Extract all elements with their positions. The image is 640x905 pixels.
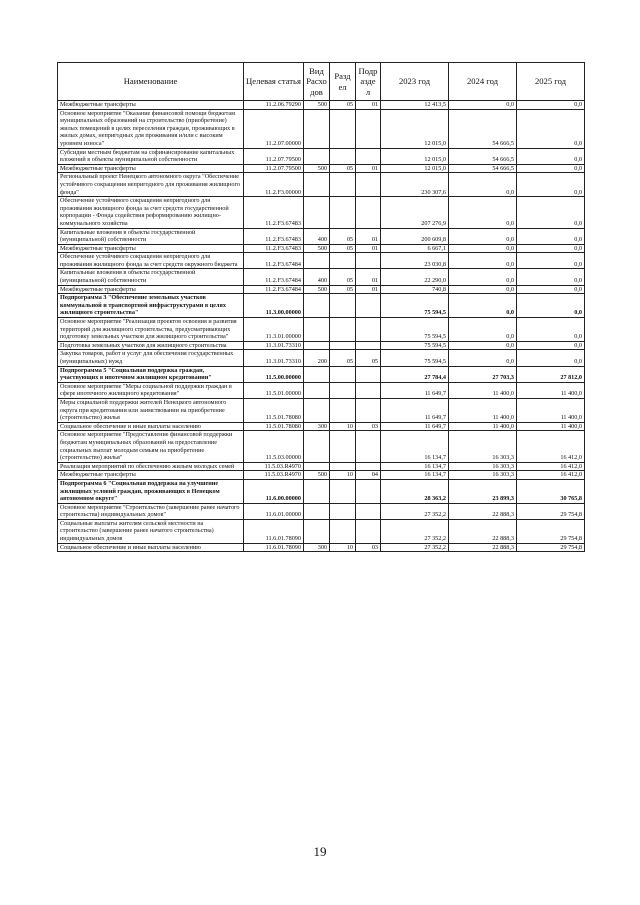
row-section-cell: 05 (330, 350, 356, 366)
row-target-article-cell: 11.3.01.73310 (244, 350, 304, 366)
table-row (58, 462, 585, 471)
row-target-article-cell: 11.2.07.00000 (244, 109, 304, 148)
row-subsection-cell (356, 197, 381, 228)
row-year-2023-cell: 11 649,7 (381, 422, 449, 431)
row-subsection-cell (356, 366, 381, 382)
table-row (58, 285, 585, 294)
row-subsection-cell (356, 173, 381, 197)
row-expense-type-cell (304, 109, 330, 148)
row-year-2023-cell: 75 594,5 (381, 350, 449, 366)
row-year-2025-cell: 0,0 (517, 101, 585, 110)
row-year-2025-cell: 0,0 (517, 269, 585, 285)
row-year-2025-cell: 16 412,0 (517, 462, 585, 471)
row-year-2023-cell: 22 290,0 (381, 269, 449, 285)
row-year-2023-cell: 75 594,5 (381, 318, 449, 342)
row-name-cell: Обеспечение устойчивого сокращения непригодного для проживания жилищного фонда за счет средств государственной корпорации - Фонда содействия реформированию жилищно-коммунального хозяйства (58, 197, 244, 228)
row-year-2023-cell: 75 594,5 (381, 341, 449, 350)
row-target-article-cell: 11.2.07.79500 (244, 148, 304, 164)
row-year-2023-cell: 12 413,5 (381, 101, 449, 110)
budget-table-sheet (57, 62, 584, 552)
row-year-2023-cell: 11 649,7 (381, 398, 449, 422)
row-section-cell: 05 (330, 164, 356, 173)
row-section-cell (330, 479, 356, 503)
row-expense-type-cell (304, 398, 330, 422)
row-year-2024-cell: 11 400,0 (449, 382, 517, 398)
row-subsection-cell: 01 (356, 285, 381, 294)
row-target-article-cell: 11.2.F3.67484 (244, 285, 304, 294)
row-target-article-cell: 11.3.00.00000 (244, 294, 304, 318)
row-section-cell (330, 503, 356, 519)
row-target-article-cell: 11.3.01.73310 (244, 341, 304, 350)
row-expense-type-cell: 400 (304, 269, 330, 285)
row-target-article-cell: 11.5.03.R4970 (244, 471, 304, 480)
row-target-article-cell: 11.2.F3.67484 (244, 253, 304, 269)
row-name-cell: Подготовка земельных участков для жилищного строительства (58, 341, 244, 350)
row-expense-type-cell (304, 431, 330, 462)
row-expense-type-cell (304, 382, 330, 398)
row-subsection-cell (356, 341, 381, 350)
row-target-article-cell: 11.5.00.00000 (244, 366, 304, 382)
row-subsection-cell (356, 109, 381, 148)
row-year-2024-cell: 22 888,3 (449, 503, 517, 519)
table-row (58, 382, 585, 398)
row-subsection-cell: 04 (356, 471, 381, 480)
row-target-article-cell: 11.6.01.00000 (244, 503, 304, 519)
row-target-article-cell: 11.5.01.78080 (244, 398, 304, 422)
row-year-2025-cell: 0,0 (517, 341, 585, 350)
header-expense-type: Вид Расхо дов (304, 63, 330, 101)
row-expense-type-cell (304, 366, 330, 382)
row-year-2024-cell: 0,0 (449, 294, 517, 318)
row-year-2023-cell: 12 015,0 (381, 109, 449, 148)
row-section-cell: 05 (330, 285, 356, 294)
row-subsection-cell (356, 318, 381, 342)
row-name-cell: Реализация мероприятий по обеспечению жильем молодых семей (58, 462, 244, 471)
row-expense-type-cell (304, 197, 330, 228)
row-subsection-cell: 03 (356, 422, 381, 431)
row-target-article-cell: 11.2.F3.00000 (244, 173, 304, 197)
row-year-2024-cell: 23 899,3 (449, 479, 517, 503)
row-name-cell: Подпрограмма 3 "Обеспечение земельных участков коммунальной и транспортной инфраструктурами в целях жилищного строительства" (58, 294, 244, 318)
row-section-cell (330, 197, 356, 228)
row-year-2024-cell: 0,0 (449, 173, 517, 197)
row-year-2024-cell: 0,0 (449, 197, 517, 228)
row-name-cell: Подпрограмма 5 "Социальная поддержка граждан, участвующих в ипотечном жилищном кредитовании" (58, 366, 244, 382)
row-section-cell: 05 (330, 101, 356, 110)
row-year-2024-cell: 0,0 (449, 253, 517, 269)
row-name-cell: Межбюджетные трансферты (58, 101, 244, 110)
row-expense-type-cell (304, 148, 330, 164)
row-target-article-cell: 11.2.F3.67483 (244, 244, 304, 253)
row-name-cell: Субсидии местным бюджетам на софинансирование капитальных вложений в объекты муниципальной собственности (58, 148, 244, 164)
table-row (58, 318, 585, 342)
row-year-2024-cell: 11 400,0 (449, 398, 517, 422)
row-year-2024-cell: 0,0 (449, 101, 517, 110)
row-name-cell: Межбюджетные трансферты (58, 471, 244, 480)
row-name-cell: Капитальные вложения в объекты государственной (муниципальной) собственности (58, 269, 244, 285)
table-row (58, 503, 585, 519)
row-subsection-cell (356, 253, 381, 269)
row-target-article-cell: 11.2.F3.67483 (244, 228, 304, 244)
row-target-article-cell: 11.5.03.00000 (244, 431, 304, 462)
row-subsection-cell (356, 431, 381, 462)
row-name-cell: Меры социальной поддержки жителей Ненецкого автономного округа при кредитовании или заимствовании на приобретение (строительство) жилья (58, 398, 244, 422)
row-target-article-cell: 11.6.01.78090 (244, 519, 304, 543)
row-year-2023-cell: 27 352,2 (381, 503, 449, 519)
row-year-2025-cell: 0,0 (517, 164, 585, 173)
row-section-cell: 05 (330, 244, 356, 253)
row-year-2023-cell: 23 030,8 (381, 253, 449, 269)
table-row (58, 543, 585, 552)
row-target-article-cell: 11.6.00.00000 (244, 479, 304, 503)
row-year-2023-cell: 27 352,2 (381, 543, 449, 552)
table-row (58, 431, 585, 462)
row-year-2024-cell: 22 888,3 (449, 543, 517, 552)
row-name-cell: Региональный проект Ненецкого автономного округа "Обеспечение устойчивого сокращения непригодного для проживания жилищного фонда" (58, 173, 244, 197)
row-year-2023-cell: 12 015,0 (381, 164, 449, 173)
table-row (58, 366, 585, 382)
row-name-cell: Социальное обеспечение и иные выплаты населению (58, 543, 244, 552)
row-section-cell (330, 382, 356, 398)
row-expense-type-cell: 200 (304, 350, 330, 366)
row-year-2025-cell: 0,0 (517, 244, 585, 253)
row-subsection-cell: 01 (356, 164, 381, 173)
row-year-2025-cell: 0,0 (517, 109, 585, 148)
row-year-2023-cell: 200 609,8 (381, 228, 449, 244)
row-section-cell (330, 341, 356, 350)
row-year-2023-cell: 16 134,7 (381, 431, 449, 462)
row-name-cell: Капитальные вложения в объекты государственной (муниципальной) собственности (58, 228, 244, 244)
row-year-2024-cell: 54 666,5 (449, 164, 517, 173)
row-expense-type-cell (304, 253, 330, 269)
row-name-cell: Основное мероприятие "Предоставление финансовой поддержки бюджетам муниципальных образований на предоставление социальных выплат молодым семьям на приобретение (строительство) жилья" (58, 431, 244, 462)
table-row (58, 148, 585, 164)
row-section-cell (330, 431, 356, 462)
row-target-article-cell: 11.2.06.79290 (244, 101, 304, 110)
row-section-cell (330, 148, 356, 164)
row-year-2025-cell: 11 400,0 (517, 398, 585, 422)
row-name-cell: Основное мероприятие "Строительство (завершение ранее начатого строительства) индивидуальных домов" (58, 503, 244, 519)
row-year-2024-cell: 11 400,0 (449, 422, 517, 431)
row-subsection-cell: 03 (356, 543, 381, 552)
row-year-2024-cell: 0,0 (449, 228, 517, 244)
budget-table (57, 62, 585, 552)
row-year-2024-cell: 16 303,3 (449, 431, 517, 462)
row-year-2025-cell: 29 754,8 (517, 519, 585, 543)
row-subsection-cell (356, 398, 381, 422)
row-expense-type-cell (304, 462, 330, 471)
row-target-article-cell: 11.2.F3.67483 (244, 197, 304, 228)
row-target-article-cell: 11.2.07.79500 (244, 164, 304, 173)
table-row (58, 269, 585, 285)
row-year-2025-cell: 0,0 (517, 197, 585, 228)
row-year-2023-cell: 27 352,2 (381, 519, 449, 543)
row-subsection-cell (356, 148, 381, 164)
row-name-cell: Основное мероприятие "Меры социальной поддержки граждан в сфере ипотечного жилищного кредитования" (58, 382, 244, 398)
row-subsection-cell: 01 (356, 228, 381, 244)
row-year-2024-cell: 54 666,5 (449, 148, 517, 164)
table-row (58, 228, 585, 244)
row-expense-type-cell: 500 (304, 101, 330, 110)
row-section-cell (330, 462, 356, 471)
row-year-2024-cell: 16 303,3 (449, 462, 517, 471)
row-year-2025-cell: 27 812,0 (517, 366, 585, 382)
row-subsection-cell (356, 479, 381, 503)
row-section-cell: 10 (330, 543, 356, 552)
row-target-article-cell: 11.5.03.R4970 (244, 462, 304, 471)
row-year-2024-cell: 27 703,3 (449, 366, 517, 382)
row-year-2023-cell: 11 649,7 (381, 382, 449, 398)
row-year-2025-cell: 0,0 (517, 173, 585, 197)
row-year-2024-cell: 54 666,5 (449, 109, 517, 148)
row-year-2023-cell: 75 594,5 (381, 294, 449, 318)
row-year-2025-cell: 16 412,0 (517, 471, 585, 480)
row-subsection-cell (356, 294, 381, 318)
table-row (58, 294, 585, 318)
row-expense-type-cell: 500 (304, 244, 330, 253)
row-expense-type-cell (304, 341, 330, 350)
row-section-cell (330, 398, 356, 422)
row-year-2025-cell: 0,0 (517, 228, 585, 244)
row-subsection-cell: 01 (356, 269, 381, 285)
header-name: Наименование (58, 63, 244, 101)
row-name-cell: Обеспечение устойчивого сокращения непригодного для проживания жилищного фонда за счет средств окружного бюджета (58, 253, 244, 269)
row-year-2025-cell: 0,0 (517, 318, 585, 342)
header-year-2024: 2024 год (449, 63, 517, 101)
row-year-2024-cell: 0,0 (449, 341, 517, 350)
row-section-cell (330, 173, 356, 197)
row-year-2023-cell: 6 667,1 (381, 244, 449, 253)
row-name-cell: Социальные выплаты жителям сельской местности на строительство (завершение ранее начатого строительства) индивидуальных домов (58, 519, 244, 543)
row-name-cell: Социальное обеспечение и иные выплаты населению (58, 422, 244, 431)
row-expense-type-cell: 500 (304, 164, 330, 173)
row-section-cell (330, 253, 356, 269)
row-expense-type-cell: 500 (304, 285, 330, 294)
row-section-cell: 05 (330, 269, 356, 285)
row-expense-type-cell: 500 (304, 471, 330, 480)
row-year-2024-cell: 0,0 (449, 269, 517, 285)
row-target-article-cell: 11.6.01.78090 (244, 543, 304, 552)
row-subsection-cell: 01 (356, 101, 381, 110)
table-row (58, 244, 585, 253)
table-row (58, 341, 585, 350)
row-expense-type-cell (304, 173, 330, 197)
row-name-cell: Основное мероприятие "Оказание финансовой помощи бюджетам муниципальных образований на строительство (приобретение) жилых помещений в целях переселения граждан, проживающих в жилых домах, непригодных для проживания и/или с высоким уровнем износа" (58, 109, 244, 148)
row-section-cell: 05 (330, 228, 356, 244)
row-year-2024-cell: 0,0 (449, 318, 517, 342)
table-row (58, 101, 585, 110)
row-section-cell: 10 (330, 422, 356, 431)
row-expense-type-cell (304, 294, 330, 318)
table-row (58, 109, 585, 148)
row-target-article-cell: 11.5.01.00000 (244, 382, 304, 398)
header-year-2023: 2023 год (381, 63, 449, 101)
row-year-2023-cell: 230 307,6 (381, 173, 449, 197)
row-year-2023-cell: 12 015,0 (381, 148, 449, 164)
table-row (58, 422, 585, 431)
row-name-cell: Основное мероприятие "Реализация проектов освоения и развития территорий для жилищного строительства, предусматривающих подготовку земельных участков для жилищного строительства" (58, 318, 244, 342)
row-subsection-cell (356, 382, 381, 398)
row-name-cell: Межбюджетные трансферты (58, 285, 244, 294)
row-expense-type-cell (304, 503, 330, 519)
row-year-2025-cell: 29 754,8 (517, 543, 585, 552)
row-name-cell: Межбюджетные трансферты (58, 244, 244, 253)
header-year-2025: 2025 год (517, 63, 585, 101)
row-year-2025-cell: 16 412,0 (517, 431, 585, 462)
row-name-cell: Межбюджетные трансферты (58, 164, 244, 173)
row-subsection-cell: 05 (356, 350, 381, 366)
row-expense-type-cell (304, 519, 330, 543)
row-year-2025-cell: 0,0 (517, 253, 585, 269)
table-row (58, 479, 585, 503)
table-row (58, 197, 585, 228)
row-subsection-cell (356, 519, 381, 543)
row-year-2025-cell: 29 754,8 (517, 503, 585, 519)
row-expense-type-cell: 300 (304, 422, 330, 431)
row-year-2023-cell: 16 134,7 (381, 471, 449, 480)
row-year-2024-cell: 0,0 (449, 244, 517, 253)
header-section: Разд ел (330, 63, 356, 101)
row-year-2025-cell: 0,0 (517, 294, 585, 318)
table-row (58, 350, 585, 366)
table-row (58, 253, 585, 269)
row-section-cell: 10 (330, 471, 356, 480)
row-year-2025-cell: 11 400,0 (517, 422, 585, 431)
header-subsection: Подр азде л (356, 63, 381, 101)
table-row (58, 173, 585, 197)
row-section-cell (330, 318, 356, 342)
row-year-2023-cell: 207 276,9 (381, 197, 449, 228)
row-year-2025-cell: 11 400,0 (517, 382, 585, 398)
row-section-cell (330, 519, 356, 543)
row-year-2023-cell: 28 363,2 (381, 479, 449, 503)
row-year-2024-cell: 0,0 (449, 350, 517, 366)
row-year-2023-cell: 740,8 (381, 285, 449, 294)
row-subsection-cell: 01 (356, 244, 381, 253)
row-target-article-cell: 11.5.01.78080 (244, 422, 304, 431)
row-subsection-cell (356, 503, 381, 519)
row-year-2025-cell: 30 765,8 (517, 479, 585, 503)
row-subsection-cell (356, 462, 381, 471)
row-expense-type-cell (304, 318, 330, 342)
row-year-2023-cell: 16 134,7 (381, 462, 449, 471)
table-row (58, 519, 585, 543)
row-year-2024-cell: 22 888,3 (449, 519, 517, 543)
page-number: 19 (313, 844, 327, 859)
row-year-2024-cell: 0,0 (449, 285, 517, 294)
row-year-2025-cell: 0,0 (517, 350, 585, 366)
table-row (58, 398, 585, 422)
row-name-cell: Закупка товаров, работ и услуг для обеспечения государственных (муниципальных) нужд (58, 350, 244, 366)
row-expense-type-cell (304, 479, 330, 503)
row-year-2024-cell: 16 303,3 (449, 471, 517, 480)
table-header-row (58, 63, 585, 101)
row-target-article-cell: 11.2.F3.67484 (244, 269, 304, 285)
row-year-2023-cell: 27 784,4 (381, 366, 449, 382)
header-target-article: Целевая статья (244, 63, 304, 101)
row-year-2025-cell: 0,0 (517, 148, 585, 164)
table-row (58, 164, 585, 173)
table-row (58, 471, 585, 480)
row-section-cell (330, 366, 356, 382)
row-section-cell (330, 294, 356, 318)
row-name-cell: Подпрограмма 6 "Социальная поддержка на улучшение жилищных условий граждан, проживающих в Ненецком автономном округе" (58, 479, 244, 503)
row-expense-type-cell: 300 (304, 543, 330, 552)
row-target-article-cell: 11.3.01.00000 (244, 318, 304, 342)
row-section-cell (330, 109, 356, 148)
row-expense-type-cell: 400 (304, 228, 330, 244)
row-year-2025-cell: 0,0 (517, 285, 585, 294)
